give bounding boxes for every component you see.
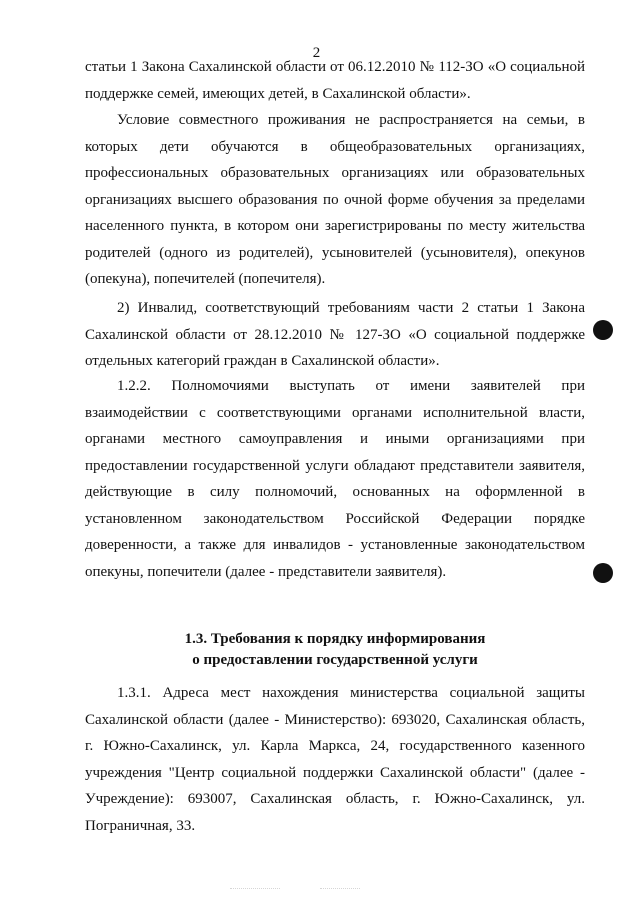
section-heading-line2: о предоставлении государственной услуги [192,652,478,668]
scan-noise [230,888,280,892]
paragraph-continuation: статьи 1 Закона Сахалинской области от 06.12.2010 № 112-ЗО «О социальной поддержке семей, имеющих детей, в Сахалинской области». [85,59,585,102]
section-heading [85,629,585,671]
punch-hole-mark [593,563,613,583]
paragraph-addresses: 1.3.1. Адреса мест нахождения министерства социальной защиты Сахалинской области (далее - Министерство): 693020, Сахалинская область, г. Южно-Сахалинск, ул. Карла Маркса, 24, государственного казенного учреждения "Центр социальной поддержки Сахалинской области" (далее - Учреждение): 693007, Сахалинская область, г. Южно-Сахалинск, ул. Пограничная, 33. [85,685,585,834]
scan-noise [320,888,360,892]
page-number: 2 [312,45,321,61]
paragraph-disabled-person: 2) Инвалид, соответствующий требованиям части 2 статьи 1 Закона Сахалинской области от 28.12.2010 № 127-ЗО «О социальной поддержке отдельных категорий граждан в Сахалинской области». [85,300,585,369]
paragraph-cohabitation-condition: Условие совместного проживания не распространяется на семьи, в которых дети обучаются в общеобразовательных организациях, профессиональных образовательных организациях или образовательных организациях высшего образования по очной форме обучения за пределами населенного пункта, в котором они зарегистрированы по месту жительства родителей (одного из родителей), усыновителей (усыновителя), опекунов (опекуна), попечителей (попечителя). [85,112,585,287]
paragraph-representatives: 1.2.2. Полномочиями выступать от имени заявителей при взаимодействии с соответствующими органами исполнительной власти, органами местного самоуправления и иными организациями при предоставлении государственной услуги обладают представители заявителя, действующие в силу полномочий, основанных на оформленной в установленном законодательством Российской Федерации порядке доверенности, а также для инвалидов - установленные законодательством опекуны, попечители (далее - представители заявителя). [85,378,585,580]
section-heading-line1: 1.3. Требования к порядку информирования [184,631,486,647]
punch-hole-mark [593,320,613,340]
